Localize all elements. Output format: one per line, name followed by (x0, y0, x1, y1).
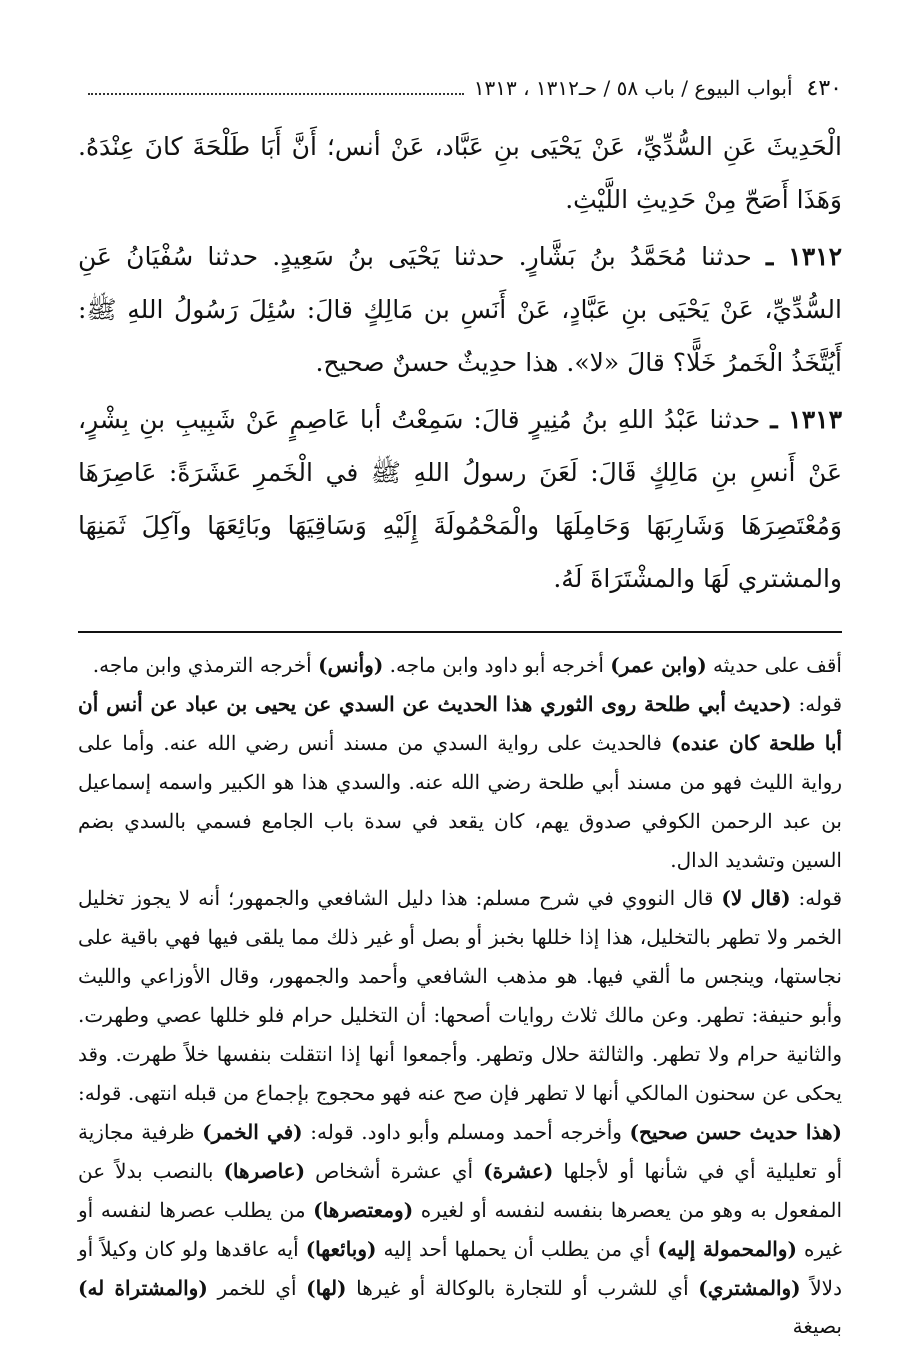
bold-term: (هذا حديث حسن صحيح) (629, 1119, 842, 1144)
hadith-1313 (78, 393, 842, 605)
bold-term: (لها) (306, 1275, 347, 1300)
chapter-reference: أبواب البيوع / باب ٥٨ / حـ١٣١٢ ، ١٣١٣ (473, 76, 793, 100)
text: أيه عاقدها ولو كان وكيلاً أو دلالاً (78, 1236, 842, 1300)
hadith-body: حدثنا مُحَمَّدُ بنُ بَشَّارٍ. حدثنا يَحْيَى بنُ سَعِيدٍ. حدثنا سُفْيَانُ عَنِ السُّدِّيِّ، عَنْ يَحْيَى بنِ عَبَّادٍ، عَنْ أَنَسِ بن مَالِكٍ قالَ: سُئِلَ رَسُولُ اللهِ ﷺ: أَيُتَّخَذُ الْخَمرُ خَلًّا؟ قالَ «لا». هذا حدِيثٌ حسنٌ صحيح. (78, 242, 842, 377)
bold-term: (والمشتراة له) (78, 1275, 208, 1300)
text: بالنصب بدلاً عن المفعول به وهو من يعصرها بنفسه لنفسه أو لغيره (78, 1158, 843, 1222)
bold-term: (عشرة) (483, 1158, 554, 1183)
commentary-paragraph (78, 879, 842, 1346)
bold-term: (وأنس) (318, 653, 384, 677)
hadith-number: ١٣١٢ ـ (766, 242, 842, 271)
commentary-paragraph (78, 685, 842, 880)
text: أي للشرب أو للتجارة بالوكالة أو غيرها (346, 1275, 699, 1300)
commentary (78, 646, 842, 1346)
bold-term: (وبائعها) (305, 1236, 377, 1261)
bold-term: (حديث أبي طلحة روى الثوري هذا الحديث عن السدي عن يحيى بن عباد عن أنس أن أبا طلحة كان عنده) (78, 691, 842, 755)
text: أي للخمر (207, 1275, 307, 1300)
commentary-paragraph (78, 646, 842, 685)
bold-term: (ومعتصرها) (313, 1197, 414, 1222)
text: قال النووي في شرح مسلم: هذا دليل الشافعي والجمهور؛ أنه لا يجوز تخليل الخمر ولا تطهر بالتخليل، هذا إذا خللها بخبز أو بصل أو غير ذلك مما يلقى فيها فهي باقية على نجاستها، وينجس ما ألقي فيها. هو مذهب الشافعي وأحمد والجمهور، وقال الأوزاعي والليث وأبو حنيفة: تطهر. وعن مالك ثلاث روايات أصحها: أن التخليل حرام فلو خللها عصي وطهرت. والثانية حرام ولا تطهر. والثالثة حلال وتطهر. وأجمعوا أنها إذا انتقلت بنفسها خلاً طهرت. وقد يحكى عن سحنون المالكي أنها لا تطهر فإن صح عنه فهو محجوج بإجماع من قبله انتهى. قوله: (78, 886, 842, 1105)
text: أقف على حديثه (706, 653, 842, 677)
bold-term: (عاصرها) (223, 1158, 306, 1183)
bold-term: (وابن عمر) (610, 653, 707, 677)
intro-paragraph: الْحَدِيثَ عَنِ السُّدِّيِّ، عَنْ يَحْيَى بنِ عَبَّاد، عَنْ أنس؛ أَنَّ أَبَا طَلْحَةَ كانَ عِنْدَهُ. وَهَذَا أَصَحّ مِنْ حَدِيثِ اللَّيْثِ. (78, 132, 842, 214)
hadith-number: ١٣١٣ ـ (770, 405, 843, 434)
bold-term: (والمحمولة إليه) (657, 1236, 797, 1261)
page-number: ٤٣٠ (806, 76, 842, 101)
text: بصيغة (792, 1314, 842, 1339)
bold-term: (والمشتري) (698, 1275, 801, 1300)
text: أي من يطلب أن يحملها أحد إليه (376, 1236, 658, 1261)
footnote-divider (78, 631, 842, 633)
hadith-text (78, 120, 842, 605)
text: فالحديث على رواية السدي من مسند أنس رضي الله عنه. وأما على رواية الليث فهو من مسند أبي طلحة رضي الله عنه. والسدي هذا هو الكبير واسمه إسماعيل بن عبد الرحمن الكوفي صدوق يهم، كان يقعد في سدة باب الجامع فسمي بالسدي بضم السين وتشديد الدال. (78, 730, 842, 872)
text: قوله: (790, 886, 843, 911)
dotted-leader (88, 81, 464, 95)
text: ظرفية مجازية أو تعليلية أي في شأنها أو لأجلها (78, 1119, 843, 1183)
text: أي عشرة أشخاص (305, 1158, 484, 1183)
hadith-body: حدثنا عَبْدُ اللهِ بنُ مُنِيرٍ قالَ: سَمِعْتُ أبا عَاصِمٍ عَنْ شَبِيبِ بنِ بِشْرٍ، عَنْ أَنسِ بنِ مَالِكٍ قَالَ: لَعَنَ رسولُ اللهِ ﷺ في الْخَمرِ عَشَرَةً: عَاصِرَهَا وَمُعْتَصِرَهَا وَشَارِبَهَا وَحَامِلَهَا والْمَحْمُولَةَ إِلَيْهِ وَسَاقِيَهَا وبَائِعَهَا وآكِلَ ثَمَنِهَا والمشتري لَهَا والمشْتَرَاةَ لَهُ. (78, 405, 842, 593)
text: أخرجه الترمذي وابن ماجه. (92, 653, 319, 677)
bold-term: (في الخمر) (202, 1119, 303, 1144)
bold-term: (قال لا) (721, 886, 791, 911)
text: قوله: (791, 691, 843, 716)
text: وأخرجه أحمد ومسلم وأبو داود. قوله: (302, 1119, 630, 1144)
text: أخرجه أبو داود وابن ماجه. (383, 653, 611, 677)
hadith-1312 (78, 230, 842, 389)
text: من يطلب عصرها لنفسه أو غيره (78, 1197, 842, 1261)
running-header (78, 76, 842, 110)
